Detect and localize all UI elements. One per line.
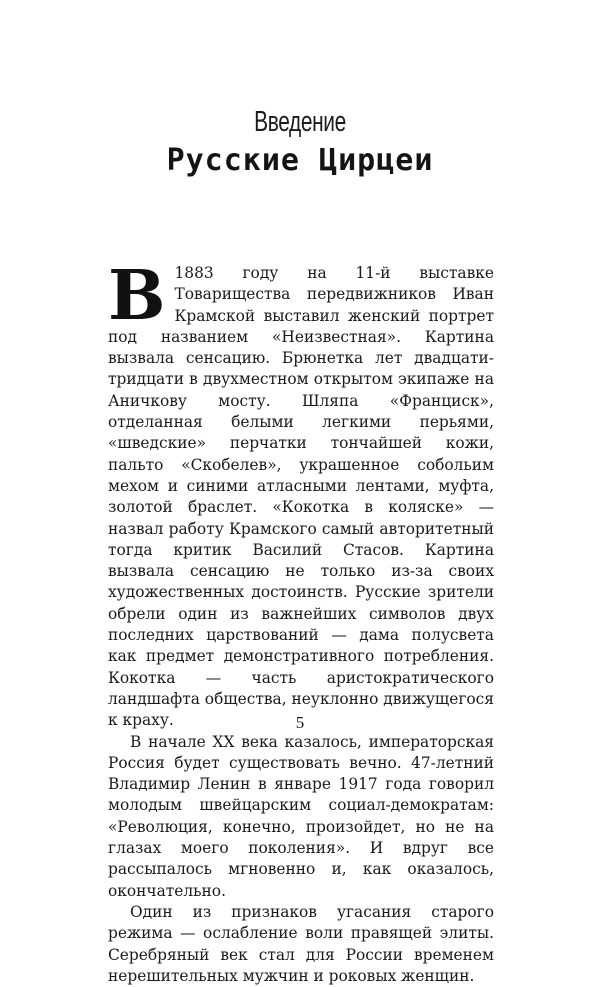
chapter-kicker: Введение [254, 106, 346, 138]
drop-cap: В [108, 256, 165, 336]
page-number: 5 [295, 713, 305, 732]
body-text [108, 256, 494, 987]
paragraph-1 [108, 256, 494, 732]
paragraph-3: Один из признаков угасания старого режима — ослабление воли правящей элиты. Серебряный век стал для России временем нерешительных мужчин и роковых женщин. [108, 902, 494, 985]
chapter-title: Русские Цирцеи [166, 143, 434, 178]
paragraph-1-text: 1883 году на 11-й выставке Товарищества передвижников Иван Крамской выставил женский портрет под названием «Неизвестная». Картина вызвала сенсацию. Брюнетка лет двадцати-тридцати в двухместном открытом экипаже на Аничкову мосту. Шляпа «Франциск», отделанная белыми легкими перьями, «шведские» перчатки тончайшей кожи, пальто «Скобелев», украшенное собольим мехом и синими атласными лентами, муфта, золотой браслет. «Кокотка в коляске» — назвал работу Крамского самый авторитетный тогда критик Василий Стасов. Картина вызвала сенсацию не только из-за своих художественных достоинств. Русские зрители обрели один из важнейших символов двух последних царствований — дама полусвета как предмет демонстративного потребления. Кокотка — часть аристократического ландшафта общества, неуклонно движущегося к краху. [108, 264, 494, 730]
paragraph-2: В начале XX века казалось, императорская Россия будет существовать вечно. 47-летний Владимир Ленин в январе 1917 года говорил молодым швейцарским социал-демократам: «Революция, конечно, произойдет, но не на глазах моего поколения». И вдруг все рассыпалось мгновенно и, как оказалось, окончательно. [108, 732, 494, 900]
